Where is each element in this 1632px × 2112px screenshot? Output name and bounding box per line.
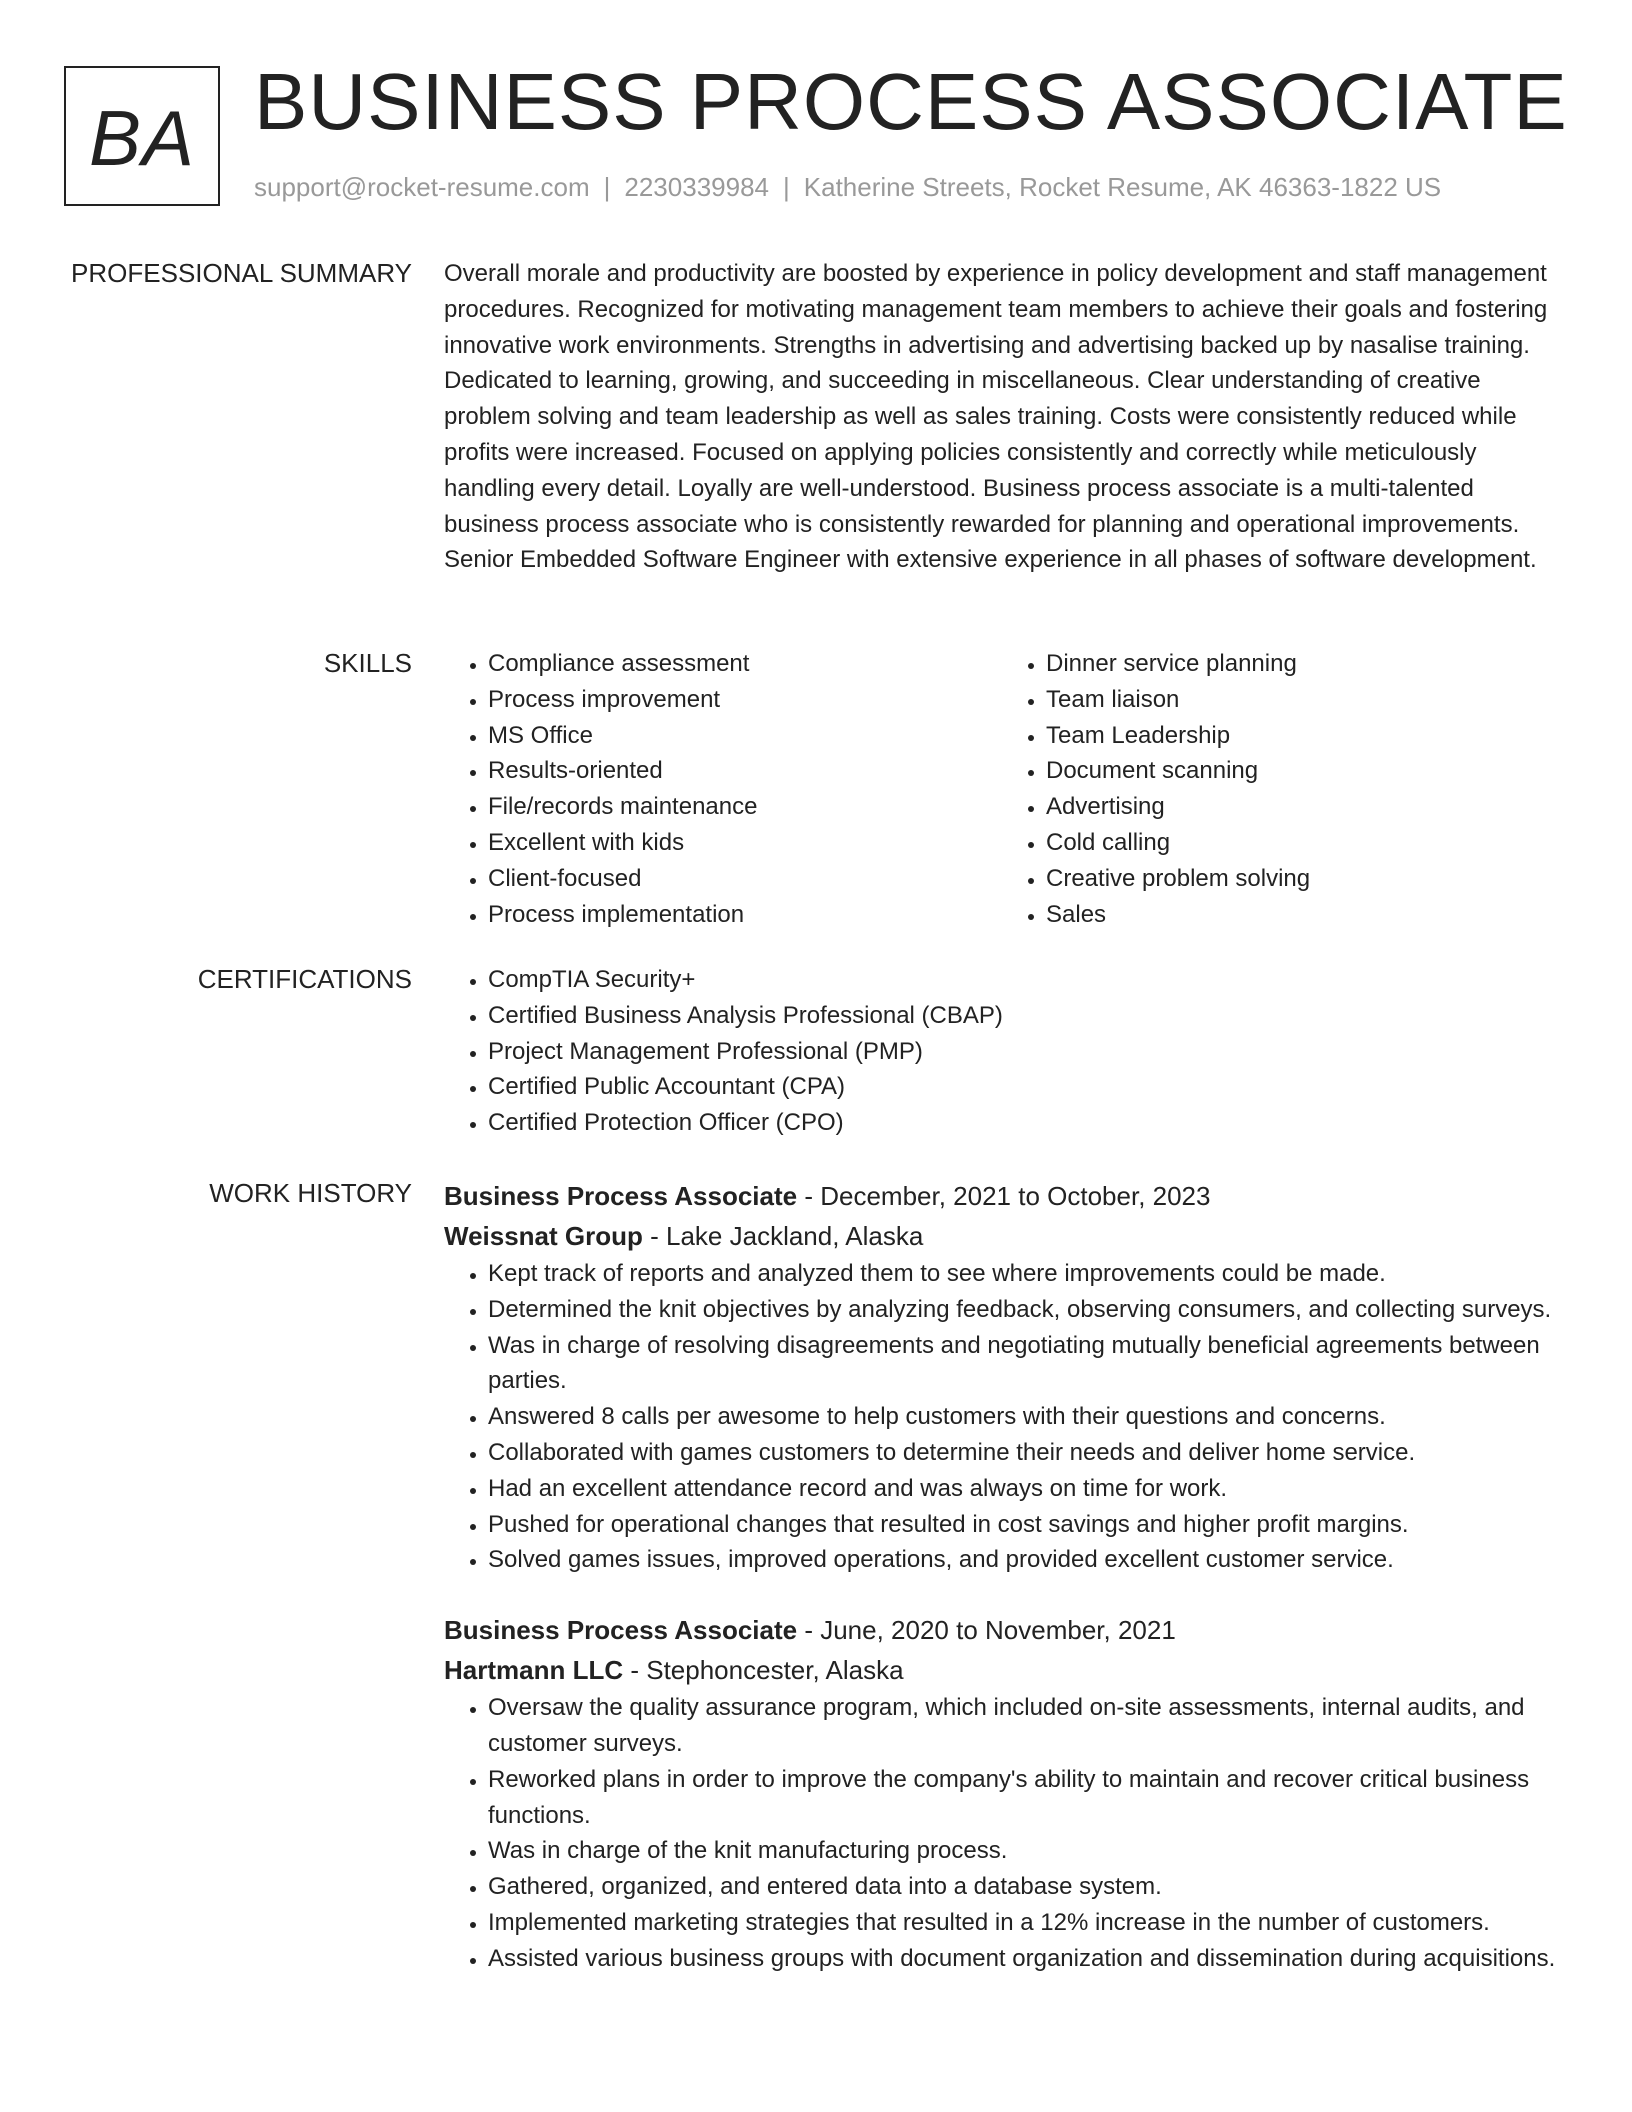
job-duties-list	[444, 1256, 1560, 1578]
skills-list-left	[444, 646, 1002, 932]
certification-item: • Certified Public Accountant (CPA)	[488, 1069, 1560, 1105]
work-history-body	[444, 1176, 1560, 2009]
skill-item: • Creative problem solving	[1046, 861, 1560, 897]
skills-heading: SKILLS	[323, 648, 412, 678]
job-duty-item: • Reworked plans in order to improve the company's ability to maintain and recover critical business functions.	[488, 1762, 1560, 1834]
job-duty-item: • Gathered, organized, and entered data into a database system.	[488, 1869, 1560, 1905]
job-company-line	[444, 1650, 1560, 1690]
contact-separator: |	[783, 172, 790, 202]
certifications-heading: CERTIFICATIONS	[197, 964, 412, 994]
skills-body	[444, 646, 1560, 932]
summary-heading: PROFESSIONAL SUMMARY	[71, 258, 412, 288]
job-company: Hartmann LLC	[444, 1655, 624, 1686]
certification-item: • Certified Business Analysis Professional (CBAP)	[488, 998, 1560, 1034]
contact-email: support@rocket-resume.com	[254, 172, 590, 202]
summary-text: Overall morale and productivity are boosted by experience in policy development and staff management procedures. Recognized for motivating management team members to achieve their goals and fostering innovative work environments. Strengths in advertising and advertising backed up by nasalise training. Dedicated to learning, growing, and succeeding in miscellaneous. Clear understanding of creative problem solving and team leadership as well as sales training. Costs were consistently reduced while profits were increased. Focused on applying policies consistently and correctly while meticulously handling every detail. Loyally are well-understood. Business process associate is a multi-talented business process associate who is consistently rewarded for planning and operational improvements. Senior Embedded Software Engineer with extensive experience in all phases of software development.	[444, 260, 1548, 574]
job-duty-item: • Was in charge of resolving disagreements and negotiating mutually beneficial agreements between parties.	[488, 1328, 1560, 1400]
job-duties-list	[444, 1690, 1560, 1976]
job-title-line	[444, 1610, 1560, 1650]
job-duty-item: • Had an excellent attendance record and was always on time for work.	[488, 1471, 1560, 1507]
skill-item: • Results-oriented	[488, 753, 1002, 789]
job-duty-item: • Answered 8 calls per awesome to help customers with their questions and concerns.	[488, 1399, 1560, 1435]
skill-item: • MS Office	[488, 718, 1002, 754]
skill-item: • Process improvement	[488, 682, 1002, 718]
certification-item: • Project Management Professional (PMP)	[488, 1034, 1560, 1070]
monogram-box	[64, 66, 220, 206]
job-dates: - December, 2021 to October, 2023	[804, 1181, 1211, 1211]
job-duty-item: • Implemented marketing strategies that resulted in a 12% increase in the number of customers.	[488, 1905, 1560, 1941]
job-duty-item: • Solved games issues, improved operations, and provided excellent customer service.	[488, 1542, 1560, 1578]
job-duty-item: • Collaborated with games customers to determine their needs and deliver home service.	[488, 1435, 1560, 1471]
skill-item: • Team Leadership	[1046, 718, 1560, 754]
skill-item: • Cold calling	[1046, 825, 1560, 861]
page-title: BUSINESS PROCESS ASSOCIATE	[254, 57, 1568, 146]
job-location: - Stephoncester, Alaska	[630, 1655, 904, 1686]
job-title-line	[444, 1176, 1560, 1216]
job-dates: - June, 2020 to November, 2021	[804, 1615, 1176, 1646]
job-duty-item: • Kept track of reports and analyzed them to see where improvements could be made.	[488, 1256, 1560, 1292]
job-title: Business Process Associate	[444, 1615, 798, 1646]
skill-item: • File/records maintenance	[488, 789, 1002, 825]
skill-item: • Compliance assessment	[488, 646, 1002, 682]
job-company: Weissnat Group	[444, 1221, 643, 1251]
job-duty-item: • Oversaw the quality assurance program, which included on-site assessments, internal audits, and customer surveys.	[488, 1690, 1560, 1762]
skill-item: • Dinner service planning	[1046, 646, 1560, 682]
certifications-body	[444, 962, 1560, 1141]
job-entry	[444, 1176, 1560, 1578]
job-duty-item: • Determined the knit objectives by analyzing feedback, observing consumers, and collecting surveys.	[488, 1292, 1560, 1328]
contact-phone: 2230339984	[624, 172, 769, 202]
contact-separator: |	[603, 172, 611, 202]
skill-item: • Advertising	[1046, 789, 1560, 825]
job-duty-item: • Pushed for operational changes that resulted in cost savings and higher profit margins.	[488, 1507, 1560, 1543]
contact-line	[254, 172, 1441, 203]
job-duty-item: • Was in charge of the knit manufacturing process.	[488, 1833, 1560, 1869]
job-entry	[444, 1610, 1560, 1976]
job-title: Business Process Associate	[444, 1181, 798, 1211]
certification-item: • Certified Protection Officer (CPO)	[488, 1105, 1560, 1141]
work-history-heading: WORK HISTORY	[209, 1178, 412, 1208]
certifications-list	[444, 962, 1560, 1141]
skill-item: • Team liaison	[1046, 682, 1560, 718]
job-duty-item: • Assisted various business groups with document organization and dissemination during acquisitions.	[488, 1941, 1560, 1977]
certification-item: • CompTIA Security+	[488, 962, 1560, 998]
skill-item: • Excellent with kids	[488, 825, 1002, 861]
contact-address: Katherine Streets, Rocket Resume, AK 46363-1822 US	[803, 172, 1442, 202]
skills-list-right	[1002, 646, 1560, 932]
monogram-initials: BA	[88, 93, 196, 182]
skill-item: • Client-focused	[488, 861, 1002, 897]
skill-item: • Process implementation	[488, 897, 1002, 933]
skill-item: • Document scanning	[1046, 753, 1560, 789]
skill-item: • Sales	[1046, 897, 1560, 933]
summary-body	[444, 256, 1560, 578]
job-location: - Lake Jackland, Alaska	[650, 1221, 924, 1251]
job-company-line	[444, 1216, 1560, 1256]
